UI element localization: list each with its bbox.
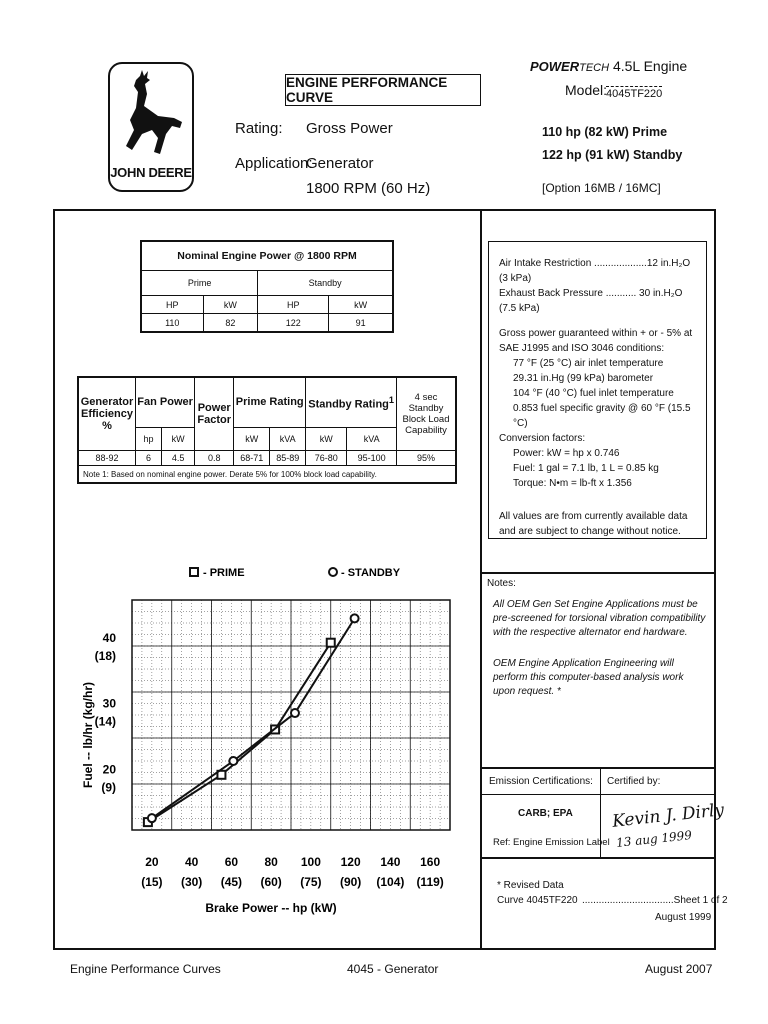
x-tick-label-kw: (15) [141,875,163,889]
x-tick-label-kw: (60) [260,875,282,889]
perf-value: 88-92 [78,451,136,466]
x-tick-label: 60 [224,855,239,869]
standby-point [291,709,299,717]
option-text: [Option 16MB / 16MC] [542,181,661,195]
x-axis-label: Brake Power -- hp (kW) [205,901,337,915]
value-cell: 110 [141,314,203,333]
application-rpm: 1800 RPM (60 Hz) [306,180,431,197]
signature: Kevin J. Dirly [611,800,725,832]
standby-point [229,757,237,765]
cert-value: CARB; EPA [518,808,573,819]
nominal-title: Nominal Engine Power @ 1800 RPM [141,241,393,271]
divider-notes [480,572,716,574]
h-standby: Standby Rating [308,398,389,411]
perf-value: 0.8 [195,451,234,466]
logo-text: JOHN DEERE [110,165,192,180]
footer-left: Engine Performance Curves [70,962,221,976]
x-tick-label-kw: (90) [339,875,362,889]
certified-by: Certified by: [607,776,661,787]
disclaimer: All values are from currently available data and are subject to change without notice. [499,511,688,537]
series-line-standby [152,618,355,818]
model-value: 4045TF220 [606,88,663,100]
footer-center: 4045 - Generator [347,962,439,976]
perf-value: 95% [397,451,457,466]
x-tick-label: 120 [340,855,361,869]
doc-title: ENGINE PERFORMANCE CURVE [285,74,481,106]
x-tick-label-kw: (75) [300,875,322,889]
x-tick-label: 20 [145,855,159,869]
conversion-title: Conversion factors: [499,433,586,444]
y-tick-label-kg: (18) [94,649,116,663]
deer-icon [112,68,190,158]
brand-power: POWER [530,59,580,74]
brand-tech: TECH [579,62,610,74]
y-axis-label: Fuel -- lb/hr (kg/hr) [81,682,95,788]
rating-label: Rating: [235,120,283,137]
sub-cell: kVA [347,427,397,450]
sub-cell: kW [234,427,270,450]
perf-value: 68-71 [234,451,270,466]
perf-value: 6 [136,451,162,466]
exhaust-pressure: Exhaust Back Pressure ........... 30 in.H₂O (7.5 kPa) [499,288,683,314]
signature-date: 13 aug 1999 [615,828,693,850]
condition-2: 29.31 in.Hg (99 kPa) barometer [513,373,654,384]
y-tick-label-kg: (14) [94,714,116,729]
standby-point [148,814,156,822]
x-tick-label: 80 [264,855,278,869]
unit-cell: HP [141,296,203,314]
y-tick-label: 40 [102,631,116,645]
conversion-2: Fuel: 1 gal = 7.1 lb, 1 L = 0.85 kg [513,463,659,474]
conversion-1: Power: kW = hp x 0.746 [513,448,620,459]
h-fan: Fan Power [136,377,195,427]
revised-line1: * Revised Data [497,880,564,891]
revised-line2: Curve 4045TF220 [497,895,578,906]
standby-point [351,614,359,622]
y-tick-label: 20 [102,762,116,777]
y-tick-label: 30 [102,696,116,711]
fuel-chart [60,560,470,920]
condition-4: 0.853 fuel specific gravity @ 60 °F (15.5 °C) [513,403,691,429]
guarantee-text: Gross power guaranteed within + or - 5% at SAE J1995 and ISO 3046 conditions: [499,328,693,354]
value-cell: 82 [203,314,258,333]
x-tick-label-kw: (45) [220,875,243,889]
prime-rating: 110 hp (82 kW) Prime [542,125,668,139]
sub-cell: kW [162,427,195,450]
x-tick-label: 100 [300,855,321,869]
value-cell: 122 [258,314,329,333]
perf-note: Note 1: Based on nominal engine power. Derate 5% for 100% block load capability. [78,466,456,484]
group-standby: Standby [258,271,393,296]
perf-value: 85-89 [270,451,306,466]
h-gen-eff: Generator Efficiency % [78,377,136,451]
cert-label: Emission Certifications: [489,776,593,787]
application-value: Generator [306,155,374,172]
notes-p2: OEM Engine Application Engineering will perform this computer-based analysis work upon request. * [493,658,684,697]
revised-sheet: .................................Sheet 1 of 2 [582,895,728,906]
engine-name: 4.5L Engine [609,58,688,74]
notes-title: Notes: [487,578,516,589]
x-tick-label: 160 [420,855,441,869]
perf-value: 4.5 [162,451,195,466]
conversion-3: Torque: N•m = lb-ft x 1.356 [513,478,632,489]
x-tick-label: 140 [380,855,401,869]
condition-1: 77 °F (25 °C) air inlet temperature [513,358,664,369]
info-box [488,241,707,539]
footer-right: August 2007 [645,962,713,976]
unit-cell: kW [329,296,393,314]
x-tick-label: 40 [184,855,199,869]
series-line-prime [148,643,331,822]
perf-value: 95-100 [347,451,397,466]
h-standby-sup: 1 [388,394,394,405]
legend-prime-label: - PRIME [203,567,245,579]
h-pf: Power Factor [195,377,234,451]
x-tick-label-kw: (119) [416,875,444,889]
standby-rating: 122 hp (91 kW) Standby [542,148,683,162]
unit-cell: HP [258,296,329,314]
sub-cell: hp [136,427,162,450]
rating-value: Gross Power [306,120,393,137]
h-block: 4 sec Standby Block Load Capability [397,377,457,451]
x-tick-label-kw: (30) [180,875,203,889]
unit-cell: kW [203,296,258,314]
application-label: Application: [235,155,313,172]
emission-ref: Ref: Engine Emission Label [493,837,610,848]
legend-prime-marker [190,568,198,576]
air-intake: Air Intake Restriction ...................12 in.H₂O (3 kPa) [499,258,691,284]
engine-title [530,58,687,74]
sub-cell: kVA [270,427,306,450]
condition-3: 104 °F (40 °C) fuel inlet temperature [513,388,674,399]
nominal-power-table [140,240,394,333]
group-prime: Prime [141,271,258,296]
notes-p1: All OEM Gen Set Engine Applications must be pre-screened for torsional vibration compatibility with the respective alternator end hardware. [493,599,706,638]
y-tick-label-kg: (9) [101,780,116,795]
x-tick-label-kw: (104) [376,875,405,889]
value-cell: 91 [329,314,393,333]
legend-standby-marker [329,568,337,576]
performance-table [77,376,457,484]
legend-standby-label: - STANDBY [341,567,401,579]
model-label: Model: [565,82,608,98]
sub-cell: kW [306,427,347,450]
divider-revised [480,857,716,859]
h-standby-cell [306,377,397,427]
perf-value: 76-80 [306,451,347,466]
h-prime: Prime Rating [234,377,306,427]
revised-date: August 1999 [655,912,712,923]
prime-point [327,639,335,647]
vertical-divider [480,209,482,950]
john-deere-logo [108,62,194,192]
